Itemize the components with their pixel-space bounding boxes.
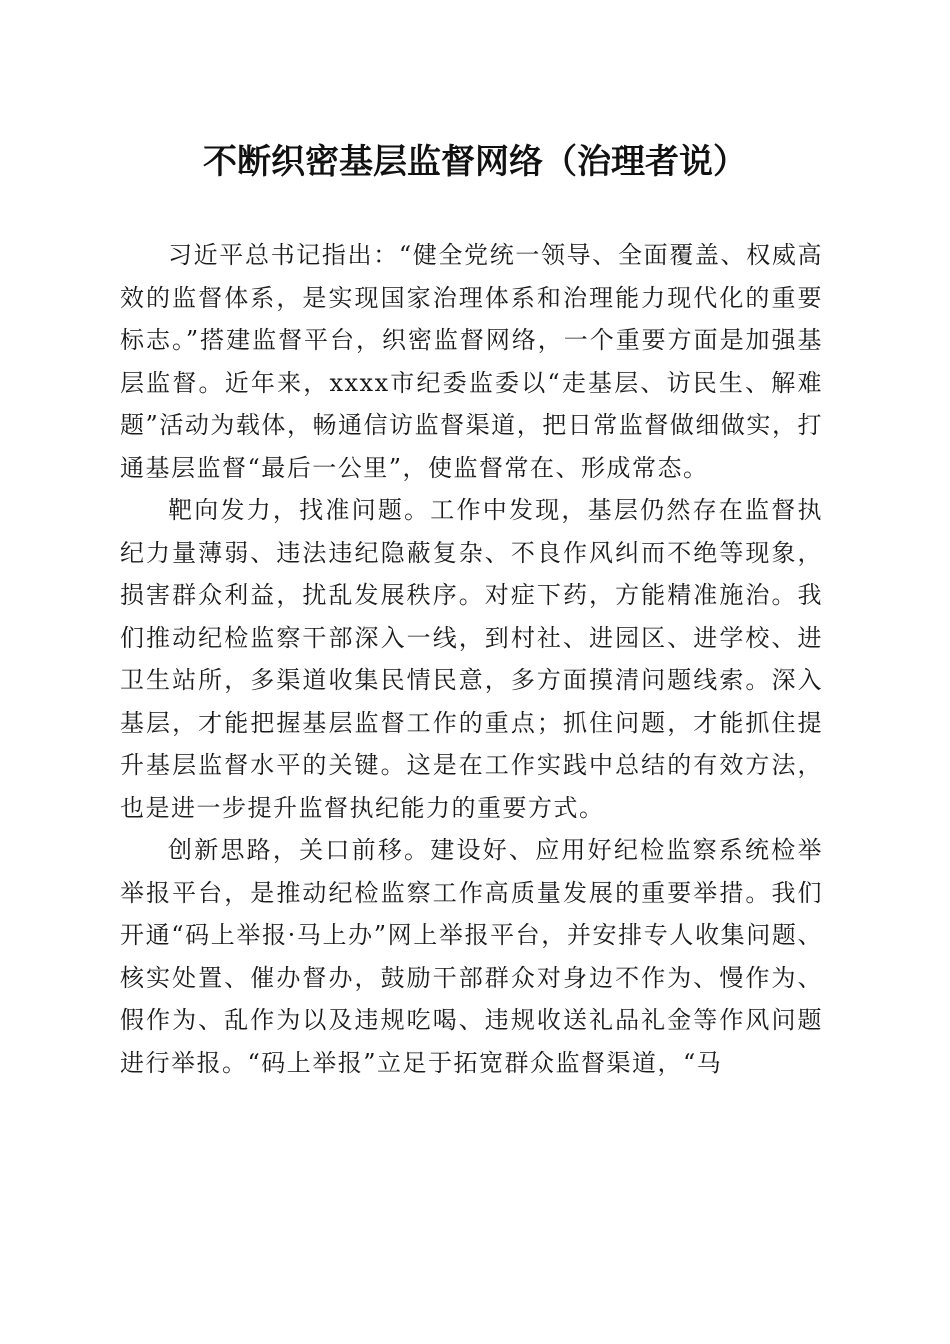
paragraph-3: 创新思路，关口前移。建设好、应用好纪检监察系统检举举报平台，是推动纪检监察工作高质量发展的重要举措。我们开通“码上举报·马上办”网上举报平台，并安排专人收集问题、核实处置、催办督办，鼓励干部群众对身边不作为、慢作为、假作为、乱作为以及违规吃喝、违规收送礼品礼金等作风问题进行举报。“码上举报”立足于拓宽群众监督渠道，“马 [120,836,823,1077]
paragraph-2: 靶向发力，找准问题。工作中发现，基层仍然存在监督执纪力量薄弱、违法违纪隐蔽复杂、不良作风纠而不绝等现象，损害群众利益，扰乱发展秩序。对症下药，方能精准施治。我们推动纪检监察干部深入一线，到村社、进园区、进学校、进卫生站所，多渠道收集民情民意，多方面摸清问题线索。深入基层，才能把握基层监督工作的重点；抓住问题，才能抓住提升基层监督水平的关键。这是在工作实践中总结的有效方法，也是进一步提升监督执纪能力的重要方式。 [120,496,823,822]
document-title: 不断织密基层监督网络（治理者说） [203,142,747,182]
document-body [120,234,823,1084]
paragraph-1: 习近平总书记指出：“健全党统一领导、全面覆盖、权威高效的监督体系，是实现国家治理体系和治理能力现代化的重要标志。”搭建监督平台，织密监督网络，一个重要方面是加强基层监督。近年来，xxxx市纪委监委以“走基层、访民生、解难题”活动为载体，畅通信访监督渠道，把日常监督做细做实，打通基层监督“最后一公里”，使监督常在、形成常态。 [120,241,823,482]
